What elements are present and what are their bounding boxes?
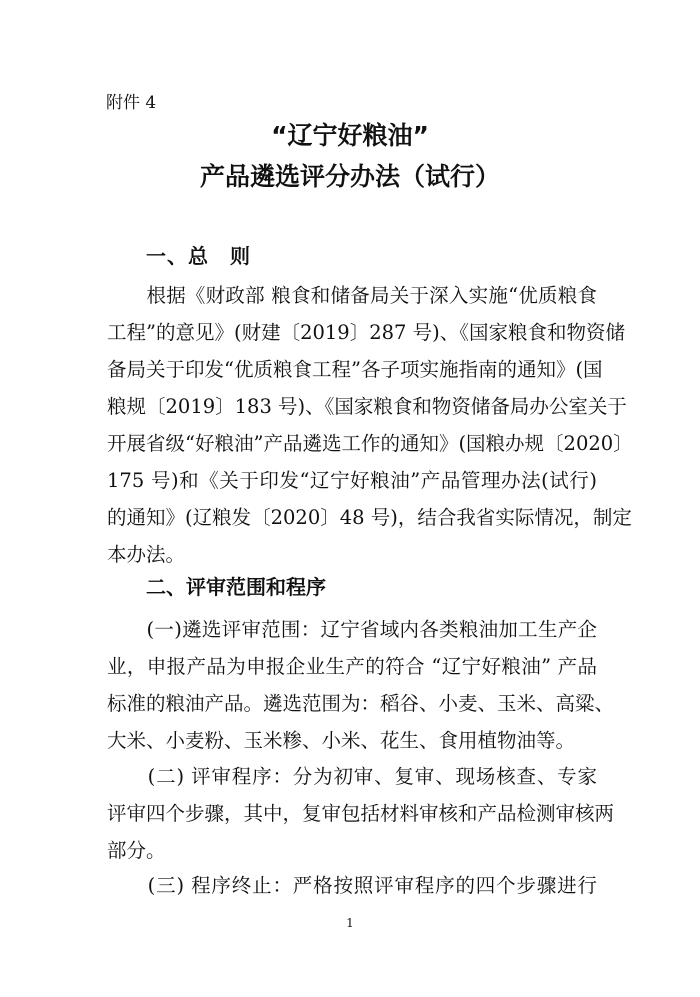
paragraph-line: 的通知》(辽粮发〔2020〕48 号)，结合我省实际情况，制定 xyxy=(107,506,632,529)
page-number: 1 xyxy=(346,916,354,930)
paragraph-line: 备局关于印发“优质粮食工程”各子项实施指南的通知》(国 xyxy=(107,358,603,381)
paragraph-line: 大米、小麦粉、玉米糁、小米、花生、食用植物油等。 xyxy=(107,729,576,752)
paragraph-review-procedure xyxy=(107,758,615,869)
document-title-line1: “辽宁好粮油” xyxy=(271,121,429,150)
paragraph-line: 评审四个步骤，其中，复审包括材料审核和产品检测审核两 xyxy=(107,802,615,825)
attachment-label: 附件 4 xyxy=(106,93,157,113)
section-heading-general: 一、总 则 xyxy=(146,244,251,268)
paragraph-line: (一)遴选评审范围：辽宁省域内各类粮油加工生产企 xyxy=(107,618,597,641)
paragraph-line: 业，申报产品为申报企业生产的符合 “辽宁好粮油” 产品 xyxy=(107,655,597,678)
paragraph-line: (三) 程序终止：严格按照评审程序的四个步骤进行 xyxy=(107,874,597,897)
paragraph-line: 部分。 xyxy=(107,839,166,862)
paragraph-procedure-termination xyxy=(107,867,597,904)
paragraph-line: 本办法。 xyxy=(107,543,186,566)
paragraph-line: 粮规〔2019〕183 号)、《国家粮食和物资储备局办公室关于 xyxy=(107,395,627,418)
paragraph-general-principles xyxy=(107,277,633,573)
paragraph-line: (二) 评审程序：分为初审、复审、现场核查、专家 xyxy=(107,765,597,788)
paragraph-line: 标准的粮油产品。遴选范围为：稻谷、小麦、玉米、高粱、 xyxy=(107,692,615,715)
paragraph-selection-scope xyxy=(107,611,615,759)
paragraph-line: 工程”的意见》(财建〔2019〕287 号)、《国家粮食和物资储 xyxy=(107,321,625,344)
section-heading-scope-procedure: 二、评审范围和程序 xyxy=(146,575,326,599)
paragraph-line: 开展省级“好粮油”产品遴选工作的通知》(国粮办规〔2020〕 xyxy=(107,432,633,455)
document-title-line2: 产品遴选评分办法（试行） xyxy=(199,162,500,191)
paragraph-line: 根据《财政部 粮食和储备局关于深入实施“优质粮食 xyxy=(107,284,597,307)
paragraph-line: 175 号)和《关于印发“辽宁好粮油”产品管理办法(试行) xyxy=(107,469,597,492)
